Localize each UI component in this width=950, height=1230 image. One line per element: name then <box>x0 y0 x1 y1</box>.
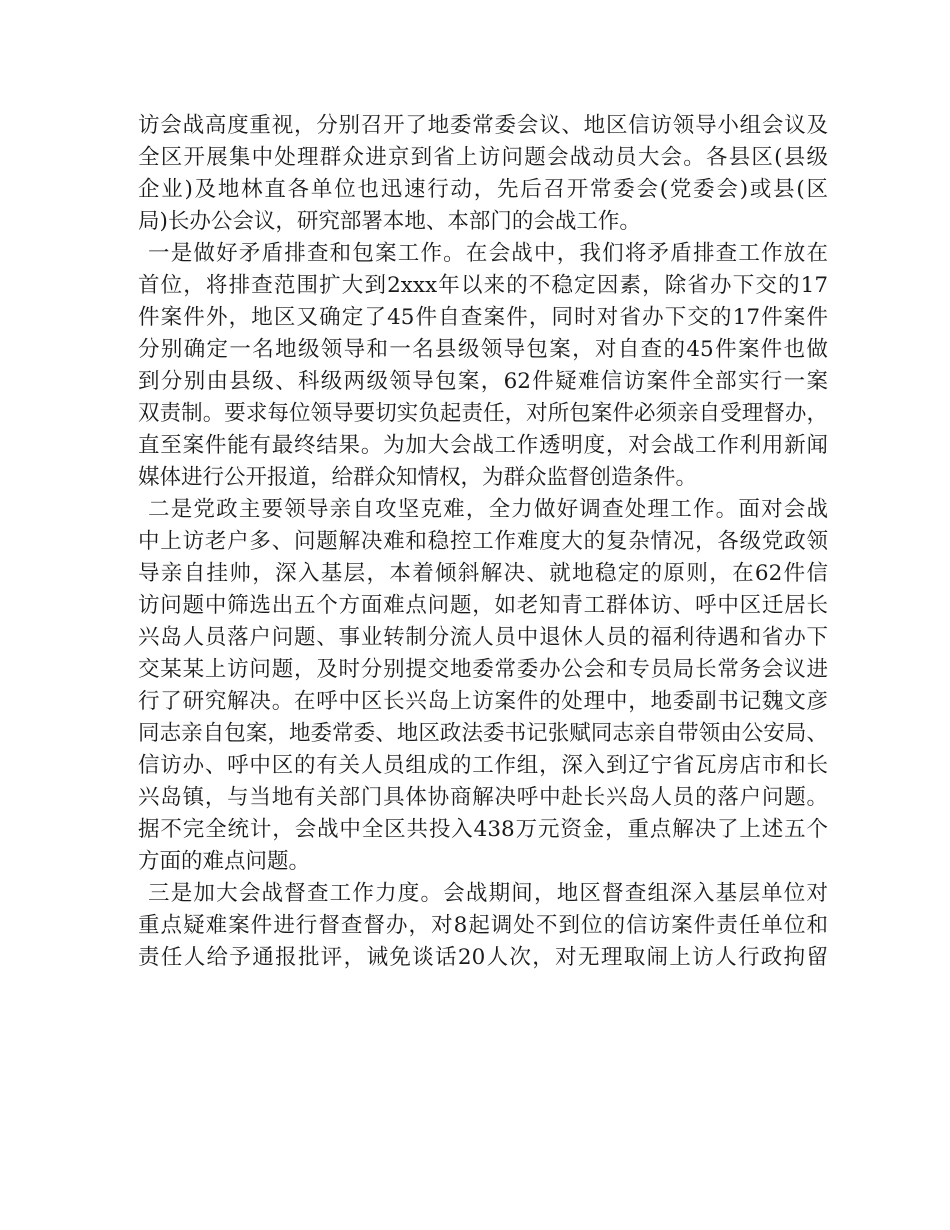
text-line: 直至案件能有最终结果。为加大会战工作透明度，对会战工作利用新闻 <box>138 433 828 458</box>
body-text <box>138 110 828 974</box>
text-line: 访会战高度重视，分别召开了地委常委会议、地区信访领导小组会议及 <box>138 113 828 138</box>
text-line: 同志亲自包案，地委常委、地区政法委书记张赋同志亲自带领由公安局、 <box>138 721 828 746</box>
text-line: 信访办、呼中区的有关人员组成的工作组，深入到辽宁省瓦房店市和长 <box>138 753 828 778</box>
text-line: 兴岛镇，与当地有关部门具体协商解决呼中赴长兴岛人员的落户问题。 <box>138 785 828 810</box>
text-line: 局)长办公会议，研究部署本地、本部门的会战工作。 <box>138 209 641 234</box>
text-line: 据不完全统计，会战中全区共投入438万元资金，重点解决了上述五个 <box>138 817 828 842</box>
text-line: 媒体进行公开报道，给群众知情权，为群众监督创造条件。 <box>138 465 698 490</box>
text-line: 首位，将排查范围扩大到2xxx年以来的不稳定因素，除省办下交的17 <box>138 273 828 298</box>
text-line: 一是做好矛盾排查和包案工作。在会战中，我们将矛盾排查工作放在 <box>148 241 828 266</box>
text-line: 三是加大会战督查工作力度。会战期间，地区督查组深入基层单位对 <box>148 881 828 906</box>
text-line: 分别确定一名地级领导和一名县级领导包案，对自查的45件案件也做 <box>138 337 828 362</box>
text-line: 重点疑难案件进行督查督办，对8起调处不到位的信访案件责任单位和 <box>138 913 828 938</box>
text-line: 方面的难点问题。 <box>138 849 311 874</box>
text-line: 件案件外，地区又确定了45件自查案件，同时对省办下交的17件案件 <box>138 305 828 330</box>
text-line: 中上访老户多、问题解决难和稳控工作难度大的复杂情况，各级党政领 <box>138 529 828 554</box>
text-line: 企业)及地林直各单位也迅速行动，先后召开常委会(党委会)或县(区 <box>138 177 828 202</box>
text-line: 交某某上访问题，及时分别提交地委常委办公会和专员局长常务会议进 <box>138 657 828 682</box>
text-line: 到分别由县级、科级两级领导包案，62件疑难信访案件全部实行一案 <box>138 369 828 394</box>
text-line: 二是党政主要领导亲自攻坚克难，全力做好调查处理工作。面对会战 <box>148 497 828 522</box>
text-line: 双责制。要求每位领导要切实负起责任，对所包案件必须亲自受理督办， <box>138 401 828 426</box>
text-line: 全区开展集中处理群众进京到省上访问题会战动员大会。各县区(县级 <box>138 145 828 170</box>
text-line: 导亲自挂帅，深入基层，本着倾斜解决、就地稳定的原则，在62件信 <box>138 561 828 586</box>
text-line: 兴岛人员落户问题、事业转制分流人员中退休人员的福利待遇和省办下 <box>138 625 828 650</box>
text-line: 访问题中筛选出五个方面难点问题，如老知青工群体访、呼中区迁居长 <box>138 593 828 618</box>
text-line: 责任人给予通报批评，诫免谈话20人次，对无理取闹上访人行政拘留 <box>138 945 828 970</box>
text-line: 行了研究解决。在呼中区长兴岛上访案件的处理中，地委副书记魏文彦 <box>138 689 828 714</box>
